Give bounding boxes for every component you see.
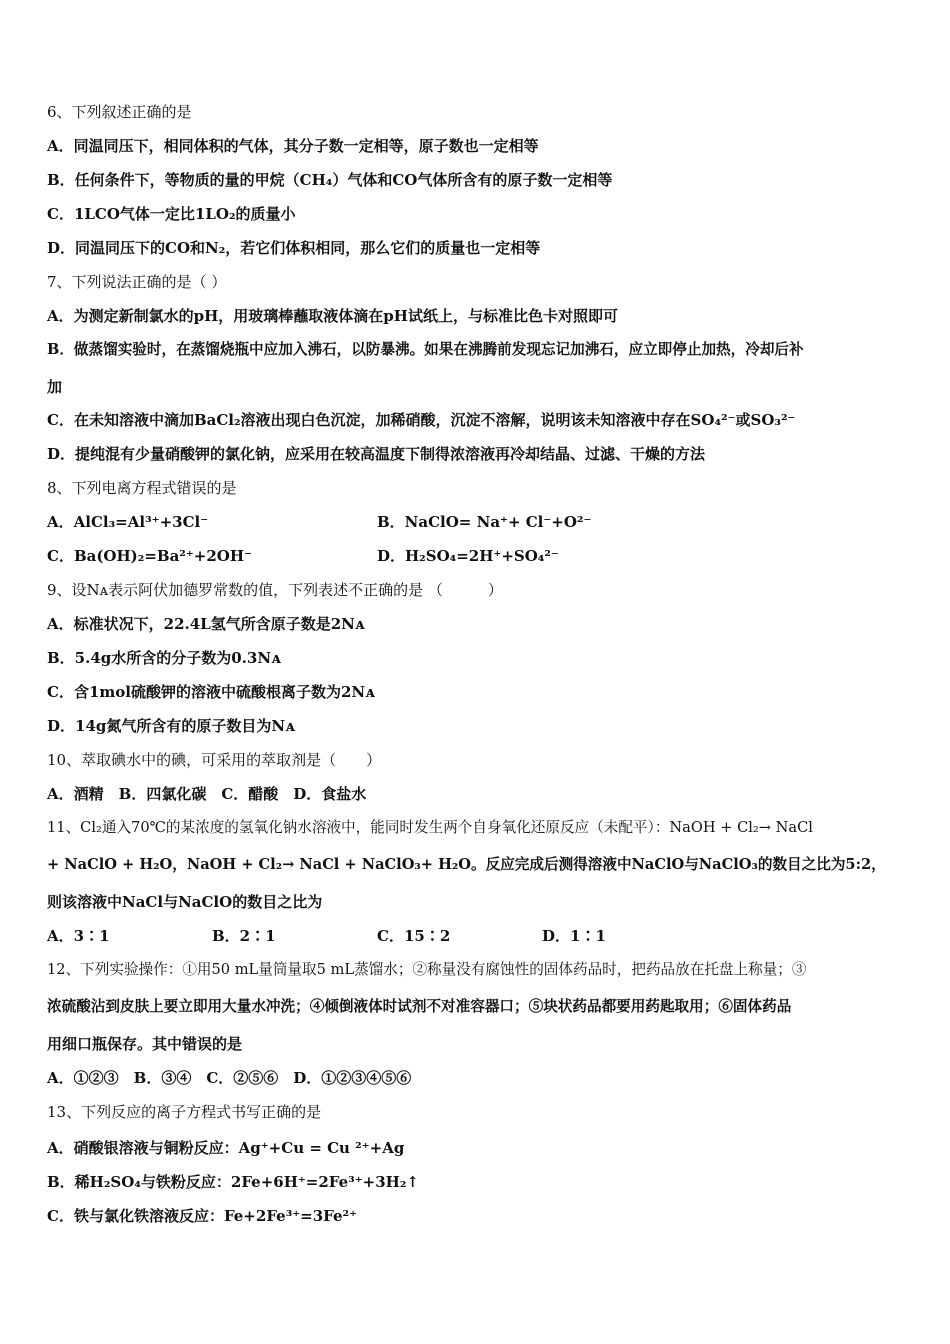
q11-option-c: C．15∶2 bbox=[377, 927, 451, 945]
q8-option-c: C．Ba(OH)₂=Ba²⁺+2OH⁻ bbox=[47, 547, 252, 565]
q12-line3: 用细口瓶保存。其中错误的是 bbox=[47, 1035, 243, 1053]
q7-option-c: C．在未知溶液中滴加BaCl₂溶液出现白色沉淀，加稀硝酸，沉淀不溶解，说明该未知溶液中存在SO₄²⁻或SO₃²⁻ bbox=[47, 411, 796, 429]
q12-line1: 12、下列实验操作：①用50 mL量筒量取5 mL蒸馏水；②称量没有腐蚀性的固体药品时，把药品放在托盘上称量；③ bbox=[47, 961, 807, 978]
q11-option-b: B．2∶1 bbox=[212, 927, 276, 945]
q7-option-b-line2: 加 bbox=[47, 378, 63, 396]
q7-stem: 7、下列说法正确的是（ ） bbox=[47, 273, 227, 291]
q10-options: A．酒精 B．四氯化碳 C．醋酸 D．食盐水 bbox=[47, 785, 367, 803]
q6-option-a: A．同温同压下，相同体积的气体，其分子数一定相等，原子数也一定相等 bbox=[47, 137, 539, 155]
q8-option-b: B．NaClO= Na⁺+ Cl⁻+O²⁻ bbox=[377, 513, 592, 531]
q11-line1: 11、Cl₂通入70℃的某浓度的氢氧化钠水溶液中，能同时发生两个自身氧化还原反应（未配平）：NaOH + Cl₂→ NaCl bbox=[47, 819, 813, 836]
q9-option-b: B．5.4g水所含的分子数为0.3Nᴀ bbox=[47, 649, 281, 667]
q11-line2: + NaClO + H₂O，NaOH + Cl₂→ NaCl + NaClO₃+ H₂O。反应完成后测得溶液中NaClO与NaClO₃的数目之比为5:2， bbox=[47, 856, 886, 873]
q13-option-b: B．稀H₂SO₄与铁粉反应：2Fe+6H⁺=2Fe³⁺+3H₂↑ bbox=[47, 1173, 419, 1191]
q9-option-d: D．14g氮气所含有的原子数目为Nᴀ bbox=[47, 717, 295, 735]
q12-options: A．①②③ B．③④ C．②⑤⑥ D．①②③④⑤⑥ bbox=[47, 1069, 412, 1087]
q11-option-a: A．3∶1 bbox=[47, 927, 110, 945]
q10-stem: 10、萃取碘水中的碘，可采用的萃取剂是（ ） bbox=[47, 751, 382, 769]
q13-option-a: A．硝酸银溶液与铜粉反应：Ag⁺+Cu = Cu ²⁺+Ag bbox=[47, 1139, 405, 1157]
q6-option-c: C．1LCO气体一定比1LO₂的质量小 bbox=[47, 205, 296, 223]
q11-line3: 则该溶液中NaCl与NaClO的数目之比为 bbox=[47, 893, 323, 911]
q12-line2: 浓硫酸沾到皮肤上要立即用大量水冲洗；④倾倒液体时试剂不对准容器口；⑤块状药品都要用药匙取用；⑥固体药品 bbox=[47, 998, 792, 1015]
q9-option-c: C．含1mol硫酸钾的溶液中硫酸根离子数为2Nᴀ bbox=[47, 683, 375, 701]
q9-stem: 9、设Nᴀ表示阿伏加德罗常数的值，下列表述不正确的是 （ ） bbox=[47, 581, 503, 599]
q6-stem: 6、下列叙述正确的是 bbox=[47, 103, 192, 121]
q13-stem: 13、下列反应的离子方程式书写正确的是 bbox=[47, 1103, 322, 1121]
q8-option-d: D．H₂SO₄=2H⁺+SO₄²⁻ bbox=[377, 547, 559, 565]
q9-option-a: A．标准状况下，22.4L氢气所含原子数是2Nᴀ bbox=[47, 615, 365, 633]
q13-option-c: C．铁与氯化铁溶液反应：Fe+2Fe³⁺=3Fe²⁺ bbox=[47, 1207, 358, 1225]
q7-option-d: D．提纯混有少量硝酸钾的氯化钠，应采用在较高温度下制得浓溶液再冷却结晶、过滤、干燥的方法 bbox=[47, 445, 706, 463]
q11-option-d: D．1∶1 bbox=[542, 927, 606, 945]
q8-option-a: A．AlCl₃=Al³⁺+3Cl⁻ bbox=[47, 513, 209, 531]
q7-option-a: A．为测定新制氯水的pH，用玻璃棒蘸取液体滴在pH试纸上，与标准比色卡对照即可 bbox=[47, 307, 618, 325]
q6-option-d: D．同温同压下的CO和N₂，若它们体积相同，那么它们的质量也一定相等 bbox=[47, 239, 541, 257]
q6-option-b: B．任何条件下，等物质的量的甲烷（CH₄）气体和CO气体所含有的原子数一定相等 bbox=[47, 171, 613, 189]
q7-option-b-line1: B．做蒸馏实验时，在蒸馏烧瓶中应加入沸石，以防暴沸。如果在沸腾前发现忘记加沸石，应立即停止加热，冷却后补 bbox=[47, 341, 804, 358]
q8-stem: 8、下列电离方程式错误的是 bbox=[47, 479, 237, 497]
